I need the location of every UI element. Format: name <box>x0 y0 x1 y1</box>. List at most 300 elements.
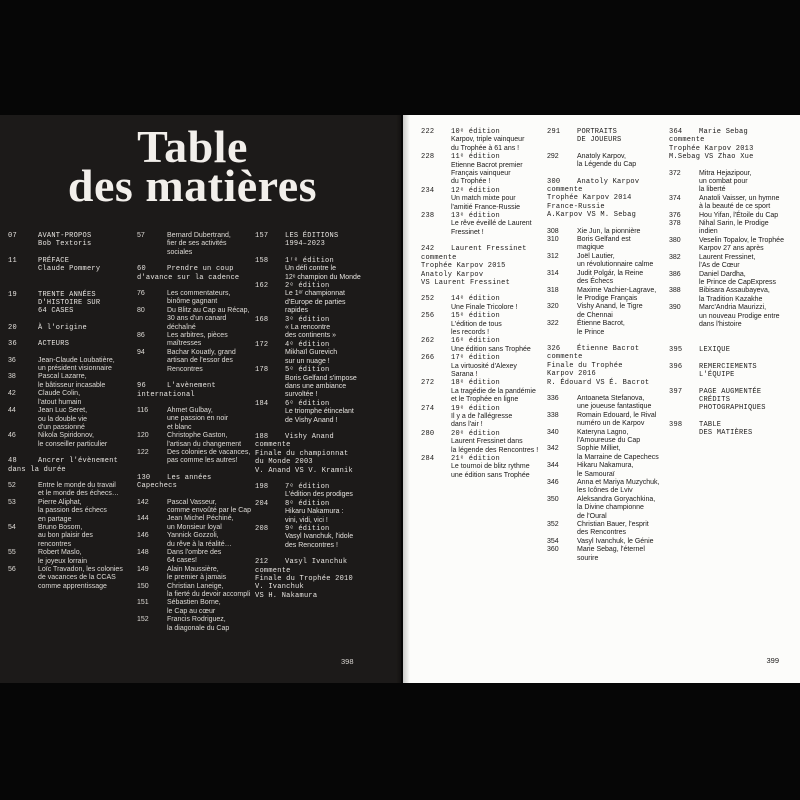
toc-entry-line: 6ᵉ édition <box>285 399 330 408</box>
toc-entry-line: 3ᵉ édition <box>285 315 330 324</box>
toc-entry-page-number: 60 <box>137 265 146 274</box>
toc-entry <box>137 407 260 432</box>
toc-entry-line: L'édition des prodiges <box>285 491 353 499</box>
toc-entry-line: et le Trophée en ligne <box>451 396 519 404</box>
toc-entry-line: Karpov, triple vainqueur <box>451 136 525 144</box>
toc-entry-line: les records ! <box>451 328 490 336</box>
toc-entry-line: le Prince de CapExpress <box>699 278 777 286</box>
toc-entry <box>137 290 260 307</box>
toc-entry-line: un nouveau Prodige entre <box>699 312 780 320</box>
toc-entry-line: la fierté du devoir accompli <box>167 591 251 599</box>
toc-entry-line: 5ᵉ édition <box>285 366 330 375</box>
toc-entry-page-number: 346 <box>547 479 559 487</box>
toc-entry-line: Karpov 2016 <box>547 370 596 379</box>
toc-entry <box>421 187 546 212</box>
toc-entry-line: Mitra Hejazipour, <box>699 169 752 177</box>
toc-entry <box>421 153 546 187</box>
toc-entry <box>547 345 668 387</box>
toc-column-right-1 <box>421 128 546 480</box>
toc-entry-line: sur un nuage ! <box>285 357 330 365</box>
toc-entry-line: et le monde des échecs… <box>38 490 119 498</box>
toc-entry-line: 11ᵉ édition <box>451 153 500 162</box>
toc-entry-page-number: 280 <box>421 429 435 438</box>
toc-entry-line: de Chennai <box>577 311 613 319</box>
toc-entry-line: 19ᵉ édition <box>451 404 500 413</box>
toc-entry-line: Vasyl Ivanchuk, l'idole <box>285 533 354 541</box>
toc-entry-line: DE JOUEURS <box>577 136 622 145</box>
toc-entry-page-number: 397 <box>669 387 683 396</box>
toc-entry-line: une joueuse fantastique <box>577 403 652 411</box>
toc-entry-line: Jean Luc Seret, <box>38 407 88 415</box>
toc-entry-page-number: 188 <box>255 432 269 441</box>
page-title-line-1: Table <box>137 121 248 172</box>
toc-entry-line: Hikaru Nakamura, <box>577 462 634 470</box>
toc-entry-line: le bâtisseur incasable <box>38 381 106 389</box>
toc-entry <box>669 388 798 413</box>
toc-entry-line: ACTEURS <box>38 340 70 349</box>
toc-entry-page-number: 152 <box>137 616 149 624</box>
toc-entry-line: Ahmet Gulbay, <box>167 406 213 414</box>
toc-entry-line: L'avènement <box>167 382 216 391</box>
toc-entry <box>421 379 546 404</box>
toc-entry-page-number: 390 <box>669 304 681 312</box>
toc-entry-line: Anatoli Vaisser, un hymne <box>699 194 780 202</box>
toc-entry-line: Judit Polgár, la Reine <box>577 269 644 277</box>
toc-entry-line: France-Russie <box>547 202 605 211</box>
toc-entry-page-number: 53 <box>8 498 16 506</box>
toc-entry-line: 21ᵉ édition <box>451 455 500 464</box>
toc-entry-line: Antoaneta Stefanova, <box>577 394 645 402</box>
toc-entry-page-number: 360 <box>547 546 559 554</box>
toc-entry <box>547 546 668 563</box>
toc-entry-line: TRENTE ANNÉES <box>38 290 96 299</box>
toc-entry-page-number: 291 <box>547 128 561 136</box>
toc-column-left-1 <box>8 232 134 591</box>
toc-entry-page-number: 238 <box>421 212 435 221</box>
toc-entry-line: Le 1ᵉʳ championnat <box>285 290 345 298</box>
left-page <box>0 115 401 683</box>
toc-entry-page-number: 242 <box>421 245 435 254</box>
toc-entry-line: vini, vidi, vici ! <box>285 516 328 524</box>
toc-column-right-3 <box>669 128 798 438</box>
toc-entry-page-number: 86 <box>137 332 145 340</box>
toc-entry-line: TABLE <box>699 420 722 429</box>
toc-entry-line: Maxime Vachier-Lagrave, <box>577 286 657 294</box>
toc-entry-line: le Samouraï <box>577 470 615 478</box>
toc-entry-line: 12ᵉ édition <box>451 186 500 195</box>
toc-entry-line: pas comme les autres! <box>167 457 238 465</box>
toc-entry <box>421 212 546 237</box>
toc-entry-page-number: 396 <box>669 362 683 371</box>
toc-entry-page-number: 234 <box>421 186 435 195</box>
toc-entry-line: 7ᵉ édition <box>285 482 330 491</box>
toc-entry <box>8 549 134 566</box>
toc-entry-line: des Rencontres ! <box>285 541 338 549</box>
toc-entry <box>137 499 260 516</box>
toc-entry <box>137 232 260 257</box>
toc-entry-line: Bachar Kouatly, grand <box>167 348 236 356</box>
toc-entry-line: La virtuosité d'Alexey <box>451 362 517 370</box>
toc-entry <box>547 479 668 496</box>
toc-entry-line: Les années <box>167 473 212 482</box>
toc-entry-line: la légende des Rencontres ! <box>451 446 539 454</box>
toc-entry-line: dans l'histoire <box>699 320 742 328</box>
toc-entry-line: 20ᵉ édition <box>451 429 500 438</box>
toc-entry-line: Dans l'ombre des <box>167 549 222 556</box>
toc-entry-page-number: 340 <box>547 428 559 436</box>
toc-entry <box>669 212 798 220</box>
toc-entry-line: Une Finale Tricolore ! <box>451 303 518 311</box>
toc-entry-line: Sophie Milliet, <box>577 445 621 453</box>
toc-entry-line: PHOTOGRAPHIQUES <box>699 404 766 413</box>
toc-entry <box>547 236 668 253</box>
toc-entry-line: 13ᵉ édition <box>451 212 500 221</box>
toc-entry <box>255 483 396 500</box>
toc-entry <box>547 287 668 304</box>
toc-entry <box>255 366 396 400</box>
toc-entry <box>137 307 260 332</box>
toc-entry-page-number: 168 <box>255 315 269 324</box>
toc-entry-line: la diagonale du Cap <box>167 624 230 632</box>
toc-entry <box>137 599 260 616</box>
toc-entry <box>547 228 668 236</box>
toc-entry-line: Rencontres <box>167 365 203 373</box>
toc-entry-line: au bon plaisir des <box>38 532 93 540</box>
toc-entry-line: Aleksandra Goryachkina, <box>577 495 656 503</box>
toc-entry-page-number: 350 <box>547 495 559 503</box>
toc-entry-line: Etienne Bacrot premier <box>451 161 523 169</box>
toc-entry <box>137 349 260 374</box>
toc-entry-page-number: 146 <box>137 532 149 540</box>
toc-entry-line: Marie Sebag <box>699 128 748 136</box>
toc-entry-line: À l'origine <box>38 323 87 332</box>
toc-entry-line: à la beauté de ce sport <box>699 203 771 211</box>
toc-entry-line: Ancrer l'évènement <box>38 457 119 466</box>
toc-entry-page-number: 130 <box>137 473 151 482</box>
toc-entry-line: Les commentateurs, <box>167 290 231 298</box>
toc-entry-line: Anatoly Karpov <box>421 270 484 279</box>
toc-entry-line: Trophée Karpov 2014 <box>547 194 632 203</box>
toc-entry <box>421 337 546 354</box>
toc-entry-line: Sarana ! <box>451 370 478 378</box>
toc-entry <box>547 496 668 521</box>
toc-entry-line: Finale du Trophée <box>547 361 623 370</box>
toc-entry <box>421 312 546 337</box>
toc-entry-page-number: 54 <box>8 523 16 531</box>
toc-entry-line: Pascal Lazarre, <box>38 373 87 381</box>
toc-entry-line: 1994–2023 <box>285 240 326 249</box>
toc-entry-line: M.Sebag VS Zhao Xue <box>669 153 754 162</box>
toc-entry-line: 12ᵉ champion du Monde <box>285 273 361 281</box>
toc-entry-line: Mikhaïl Gurevich <box>285 349 338 357</box>
toc-entry-page-number: 172 <box>255 340 269 349</box>
toc-entry-page-number: 57 <box>137 232 145 239</box>
toc-entry-page-number: 312 <box>547 252 559 260</box>
toc-entry-line: Claude Colin, <box>38 390 81 398</box>
toc-entry-line: binôme gagnant <box>167 298 218 306</box>
toc-entry-line: Loïc Travadon, les colonies <box>38 566 123 573</box>
toc-entry-page-number: 122 <box>137 448 149 456</box>
toc-entry-line: Finale du Trophée 2010 <box>255 575 353 584</box>
toc-entry-line: le conseiller particulier <box>38 440 108 448</box>
toc-entry-page-number: 44 <box>8 407 16 415</box>
toc-entry-line: Hou Yifan, l'Étoile du Cap <box>699 211 779 219</box>
toc-entry-page-number: 19 <box>8 290 17 299</box>
toc-entry <box>547 521 668 538</box>
toc-entry-line: rencontres <box>38 540 72 548</box>
toc-entry-page-number: 178 <box>255 366 269 375</box>
toc-entry-line: A.Karpov VS M. Sebag <box>547 211 637 220</box>
toc-entry-line: Christian Laneige, <box>167 582 224 590</box>
toc-entry-line: la passion des échecs <box>38 507 107 515</box>
toc-entry-line: Boris Gelfand est <box>577 236 631 244</box>
toc-entry <box>547 412 668 429</box>
toc-entry-line: Kateryna Lagno, <box>577 428 629 436</box>
toc-entry-line: Claude Pommery <box>38 265 101 274</box>
toc-entry-line: en partage <box>38 515 72 523</box>
toc-entry-line: V. Ivanchuk <box>255 583 304 592</box>
toc-entry-page-number: 80 <box>137 306 145 314</box>
toc-entry-page-number: 96 <box>137 382 146 391</box>
toc-entry-page-number: 162 <box>255 282 269 291</box>
toc-entry <box>8 499 134 524</box>
toc-entry-line: un révolutionnaire calme <box>577 261 654 269</box>
toc-entry-line: ou la double vie <box>38 415 88 423</box>
toc-entry-page-number: 38 <box>8 373 16 381</box>
toc-entry <box>137 449 260 466</box>
toc-entry-page-number: 158 <box>255 256 269 265</box>
toc-entry-line: V. Anand VS V. Kramnik <box>255 466 353 475</box>
toc-entry-line: l'Amoureuse du Cap <box>577 437 641 444</box>
toc-entry-line: Bibisara Assaubayeva, <box>699 287 770 295</box>
toc-entry-page-number: 266 <box>421 354 435 363</box>
toc-entry-line: le premier à jamais <box>167 574 227 582</box>
toc-entry-page-number: 398 <box>669 420 683 429</box>
toc-entry-line: du Trophée ! <box>451 178 491 186</box>
toc-entry-line: CRÉDITS <box>699 395 731 404</box>
toc-entry-line: de l'Oural <box>577 512 607 520</box>
toc-entry <box>255 316 396 341</box>
toc-entry <box>669 128 798 162</box>
page-title <box>20 121 365 211</box>
toc-entry-line: Jean-Claude Loubatière, <box>38 356 115 364</box>
toc-entry-line: numéro un de Karpov <box>577 420 645 428</box>
toc-entry-line: d'avance sur la cadence <box>137 273 240 282</box>
toc-entry-page-number: 157 <box>255 232 269 240</box>
toc-entry-page-number: 56 <box>8 566 16 573</box>
toc-entry-page-number: 338 <box>547 411 559 419</box>
toc-entry-page-number: 252 <box>421 295 435 304</box>
toc-entry <box>547 395 668 412</box>
toc-entry-line: Capechecs <box>137 482 178 491</box>
right-page <box>403 115 800 683</box>
toc-entry <box>669 237 798 254</box>
toc-entry-line: VS Laurent Fressinet <box>421 278 511 287</box>
toc-entry-line: du Trophée à 61 ans ! <box>451 144 520 152</box>
toc-entry <box>255 558 396 600</box>
toc-entry <box>255 400 396 425</box>
toc-entry-line: Nihal Sarin, le Prodige <box>699 220 769 228</box>
toc-entry <box>669 195 798 212</box>
toc-entry <box>137 265 260 282</box>
toc-entry-line: Laurent Fressinet <box>451 245 527 254</box>
toc-entry-line: les Icônes de Lviv <box>577 487 633 495</box>
toc-entry-line: Hikaru Nakamura : <box>285 508 344 516</box>
toc-entry <box>137 583 260 600</box>
toc-entry <box>421 405 546 430</box>
toc-entry <box>137 474 260 491</box>
toc-entry-line: commente <box>255 566 291 575</box>
toc-entry-line: DES MATIÈRES <box>699 429 753 438</box>
toc-entry-page-number: 292 <box>547 152 559 160</box>
toc-entry-page-number: 11 <box>8 256 17 265</box>
page-number-right: 399 <box>766 656 779 665</box>
toc-entry <box>421 354 546 379</box>
toc-entry-page-number: 208 <box>255 525 269 533</box>
toc-entry-line: 64 CASES <box>38 307 74 316</box>
toc-entry-line: commente <box>547 186 583 195</box>
toc-entry-line: sociales <box>167 248 193 256</box>
toc-entry-line: l'artisan du changement <box>167 440 242 448</box>
toc-entry-line: artisan de l'essor des <box>167 357 233 365</box>
toc-entry-line: 16ᵉ édition <box>451 337 500 346</box>
toc-entry <box>669 220 798 237</box>
toc-entry-page-number: 318 <box>547 286 559 294</box>
toc-entry-line: Marc'Andria Maurizzi, <box>699 304 767 312</box>
toc-entry-line: Robert Maslo, <box>38 549 82 557</box>
toc-entry <box>669 346 798 354</box>
toc-entry-line: Xie Jun, la pionnière <box>577 227 641 235</box>
toc-entry-line: Nikola Spiridonov, <box>38 432 94 440</box>
toc-entry-line: Le rêve éveillé de Laurent <box>451 220 532 228</box>
toc-entry-line: dans la durée <box>8 465 66 474</box>
toc-entry-line: des Échecs <box>577 278 614 286</box>
toc-entry-page-number: 272 <box>421 379 435 388</box>
toc-entry-page-number: 342 <box>547 445 559 453</box>
toc-entry-line: d'un passionné <box>38 423 85 431</box>
toc-entry <box>669 271 798 288</box>
toc-entry-line: Bernard Dubertrand, <box>167 232 231 239</box>
toc-entry <box>669 170 798 195</box>
toc-entry-line: l'amitié France-Russie <box>451 203 521 211</box>
toc-entry-line: 18ᵉ édition <box>451 379 500 388</box>
toc-entry <box>8 390 134 407</box>
toc-entry-page-number: 228 <box>421 153 435 162</box>
toc-entry <box>669 421 798 438</box>
toc-entry-line: Christian Bauer, l'esprit <box>577 521 649 529</box>
toc-entry-line: Laurent Fressinet dans <box>451 438 523 446</box>
toc-entry-page-number: 149 <box>137 565 149 573</box>
toc-entry-line: du Monde 2003 <box>255 458 313 467</box>
toc-entry-line: le Prince <box>577 328 605 336</box>
toc-entry-line: Vasyl Ivanchuk <box>285 558 348 567</box>
toc-entry-line: 9ᵉ édition <box>285 525 330 533</box>
toc-entry-line: Veselin Topalov, le Trophée <box>699 236 784 244</box>
toc-entry-line: Les arbitres, pièces <box>167 332 228 340</box>
page-title-line-2: des matières <box>67 160 318 211</box>
toc-entry-line: commente <box>255 441 291 450</box>
toc-entry-line: VS H. Nakamura <box>255 591 318 600</box>
toc-entry <box>547 270 668 287</box>
toc-entry <box>8 524 134 549</box>
toc-entry-line: Une édition sans Trophée <box>451 345 531 353</box>
toc-entry-line: le Prodige Français <box>577 294 638 302</box>
toc-entry-line: international <box>137 390 195 399</box>
toc-entry-line: D'HISTOIRE SUR <box>38 299 101 308</box>
toc-entry-page-number: 395 <box>669 346 683 355</box>
toc-entry-line: l'As de Cœur <box>699 262 740 270</box>
toc-entry <box>8 232 134 249</box>
toc-entry <box>8 566 134 591</box>
toc-entry-page-number: 48 <box>8 457 17 466</box>
toc-entry-page-number: 256 <box>421 312 435 321</box>
toc-entry <box>255 341 396 366</box>
toc-entry <box>421 245 546 287</box>
toc-entry-line: Vasyl Ivanchuk, le Génie <box>577 537 654 545</box>
toc-entry-line: du rêve à la réalité… <box>167 540 232 548</box>
toc-entry <box>137 515 260 532</box>
toc-entry-page-number: 150 <box>137 582 149 590</box>
toc-entry <box>547 128 668 145</box>
toc-entry-page-number: 94 <box>137 348 145 356</box>
toc-column-left-3 <box>255 232 396 600</box>
toc-entry <box>255 500 396 525</box>
toc-entry-line: PORTRAITS <box>577 128 618 136</box>
toc-entry-line: L'ÉQUIPE <box>699 371 735 380</box>
toc-entry-line: commente <box>421 253 457 262</box>
toc-entry-line: 64 cases! <box>167 557 197 565</box>
toc-entry-line: R. Édouard VS É. Bacrot <box>547 378 650 387</box>
toc-entry <box>137 432 260 449</box>
toc-entry <box>137 549 260 566</box>
toc-entry-page-number: 151 <box>137 599 149 607</box>
toc-entry-line: déchaîné <box>167 323 196 331</box>
toc-entry-line: comme apprentissage <box>38 582 107 590</box>
toc-entry-page-number: 376 <box>669 211 681 219</box>
toc-entry-page-number: 142 <box>137 498 149 506</box>
toc-entry-line: la Marraine de Capechecs <box>577 453 659 461</box>
toc-entry-line: Fressinet ! <box>451 228 484 236</box>
toc-entry <box>255 232 396 249</box>
toc-entry <box>547 538 668 546</box>
toc-entry-line: le joyeux lorrain <box>38 557 88 565</box>
toc-entry-line: le Cap au cœur <box>167 607 216 615</box>
toc-entry-page-number: 274 <box>421 404 435 413</box>
toc-entry-line: LES ÉDITIONS <box>285 232 339 240</box>
toc-entry-line: maîtresses <box>167 340 202 348</box>
toc-entry-page-number: 144 <box>137 515 149 523</box>
toc-entry <box>669 363 798 380</box>
toc-entry-page-number: 07 <box>8 232 17 240</box>
toc-entry <box>137 532 260 549</box>
toc-entry-line: Un défi contre le <box>285 265 336 273</box>
toc-entry-page-number: 372 <box>669 169 681 177</box>
toc-entry <box>421 455 546 480</box>
toc-entry-page-number: 20 <box>8 323 17 332</box>
toc-entry <box>255 257 396 282</box>
toc-entry-line: 1ʳᵉ édition <box>285 256 334 265</box>
toc-entry-line: 10ᵉ édition <box>451 128 500 136</box>
toc-entry-line: la liberté <box>699 186 726 194</box>
toc-entry-line: Jean Michel Péchiné, <box>167 515 234 523</box>
toc-entry-line: Le triomphe étincelant <box>285 408 354 416</box>
toc-entry <box>255 525 396 550</box>
toc-entry <box>669 287 798 304</box>
toc-entry-page-number: 344 <box>547 462 559 470</box>
toc-entry-line: Vishy Anand <box>285 432 334 441</box>
toc-entry <box>8 357 134 374</box>
toc-entry-page-number: 212 <box>255 558 269 567</box>
